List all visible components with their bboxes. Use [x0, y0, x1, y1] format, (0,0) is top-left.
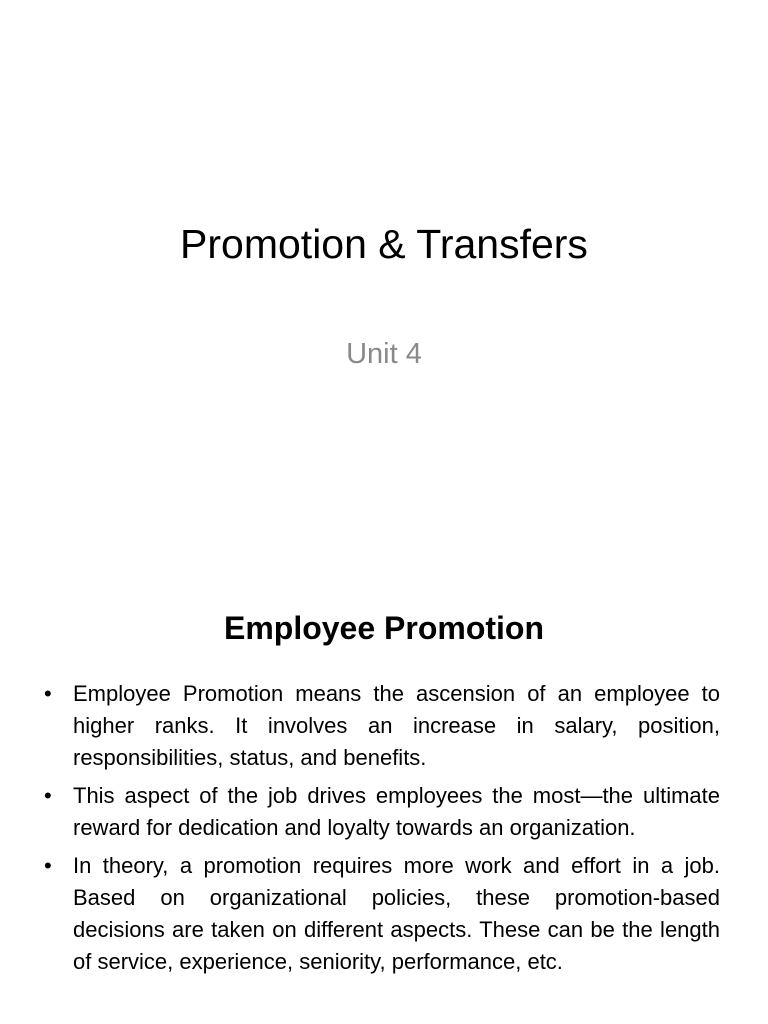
bullet-text: Employee Promotion means the ascension of an employee to higher ranks. It involves an increase in salary, position, responsibilities, status, and benefits.: [73, 681, 720, 770]
bullet-item: [44, 780, 720, 844]
content-slide: [0, 576, 768, 1024]
bullet-text: This aspect of the job drives employees the most—the ultimate reward for dedication and loyalty towards an organization.: [73, 783, 720, 840]
slide-title: Promotion & Transfers: [180, 221, 588, 267]
bullet-item: [44, 678, 720, 774]
slide-subtitle: Unit 4: [346, 338, 422, 370]
bullet-icon: •: [44, 681, 52, 706]
bullet-list: [44, 678, 720, 984]
bullet-icon: •: [44, 783, 52, 808]
slide-heading: Employee Promotion: [223, 610, 545, 646]
bullet-icon: •: [44, 853, 52, 878]
bullet-text: In theory, a promotion requires more work and effort in a job. Based on organizational policies, these promotion-based decisions are taken on different aspects. These can be the length of service, experience, seniority, performance, etc.: [73, 853, 720, 974]
bullet-item: [44, 850, 720, 978]
